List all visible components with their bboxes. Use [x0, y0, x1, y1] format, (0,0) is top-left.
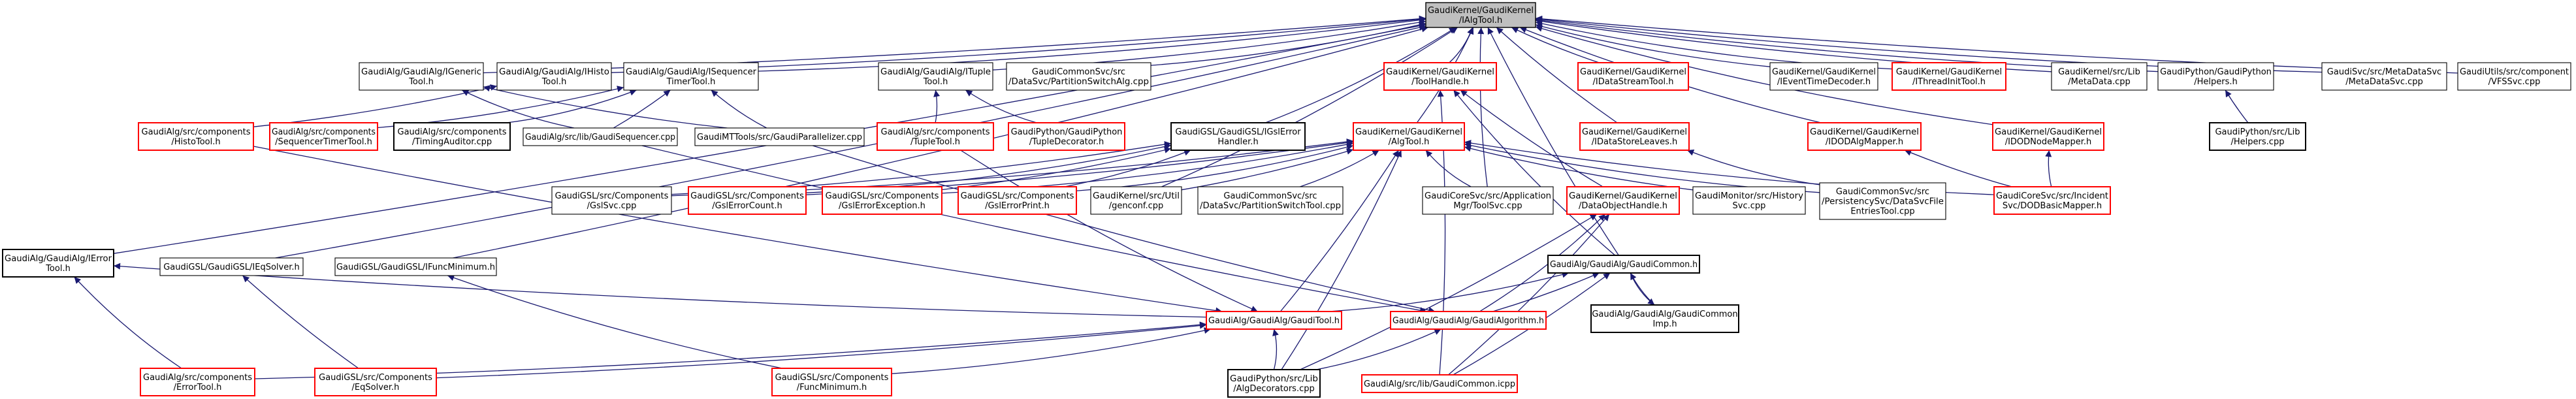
graph-node-DataSvcFileEntriesToolCpp[interactable] — [1820, 183, 1946, 219]
graph-node-GaudiAlgorithmH[interactable] — [1391, 311, 1546, 329]
node-label: GaudiMTTools/src/GaudiParallelizer.cpp — [697, 133, 862, 142]
include-edge-ToolHandle-to-IAlgTool — [1449, 27, 1473, 63]
include-edge-IThreadInitTool-to-IAlgTool — [1536, 22, 1892, 69]
node-label: GaudiGSL/src/Components /GslErrorException.h — [825, 191, 939, 211]
node-label: GaudiAlg/GaudiAlg/GaudiCommon Imp.h — [1592, 310, 1738, 329]
graph-node-GslErrorCount[interactable] — [688, 187, 806, 214]
graph-node-GaudiCommonH[interactable] — [1548, 255, 1699, 273]
graph-node-GaudiCommonImp[interactable] — [1591, 305, 1739, 332]
node-label: GaudiPython/GaudiPython /TupleDecorator.h — [1010, 127, 1123, 147]
graph-node-ITupleTool[interactable] — [878, 63, 993, 90]
graph-node-IEqSolver[interactable] — [160, 258, 303, 276]
node-label: GaudiGSL/src/Components /GslErrorPrint.h — [960, 191, 1074, 211]
graph-node-PartitionSwitchToolCpp[interactable] — [1198, 187, 1343, 214]
graph-node-GenconfCpp[interactable] — [1091, 187, 1182, 214]
include-edge-FuncMinimumC-to-GaudiToolH — [892, 329, 1211, 374]
include-edge-FuncMinimumC-to-IFuncMinimum — [447, 276, 782, 368]
include-edge-GaudiCommonIcpp-to-DataObjectHandle — [1449, 214, 1610, 375]
node-label: GaudiKernel/GaudiKernel /IDODNodeMapper.h — [1995, 127, 2102, 147]
graph-node-HistoToolC[interactable] — [138, 123, 253, 150]
node-label: GaudiCommonSvc/src /DataSvc/PartitionSwitchAlg.cpp — [1008, 67, 1149, 87]
node-label: GaudiAlg/GaudiAlg/ISequencer TimerTool.h — [626, 67, 757, 87]
graph-node-ToolHandle[interactable] — [1384, 63, 1496, 90]
graph-node-GslSvcCpp[interactable] — [552, 187, 671, 214]
node-label: GaudiGSL/GaudiGSL/IEqSolver.h — [163, 263, 300, 272]
include-edge-ToolSvcCpp-to-AlgTool — [1426, 150, 1471, 187]
node-label: GaudiAlg/GaudiAlg/GaudiAlgorithm.h — [1393, 316, 1544, 326]
graph-node-HistorySvcCpp[interactable] — [1693, 187, 1805, 214]
node-label: GaudiGSL/src/Components /GslSvc.cpp — [555, 191, 669, 211]
node-label: GaudiAlg/GaudiAlg/IHisto Tool.h — [499, 67, 610, 87]
include-edge-HistoToolC-to-IHistoTool — [253, 86, 497, 127]
node-label: GaudiAlg/src/components /HistoTool.h — [141, 127, 251, 147]
graph-node-ErrorToolC[interactable] — [140, 368, 255, 396]
node-label: GaudiAlg/GaudiAlg/GaudiTool.h — [1208, 316, 1340, 326]
graph-node-IGenericTool[interactable] — [359, 63, 483, 90]
node-label: GaudiSvc/src/MetaDataSvc /MetaDataSvc.cpp — [2326, 67, 2442, 87]
node-label: GaudiKernel/GaudiKernel /IDataStreamTool.h — [1580, 67, 1686, 87]
graph-node-GaudiCommonIcpp[interactable] — [1362, 375, 1517, 392]
graph-node-GslErrorException[interactable] — [822, 187, 942, 214]
graph-node-AlgTool[interactable] — [1353, 123, 1464, 150]
include-edge-GaudiParallelizerCpp-to-ISequencerTimerTool — [711, 90, 767, 128]
graph-node-IDataStoreLeaves[interactable] — [1580, 123, 1689, 150]
include-edge-GaudiToolH-to-GaudiCommonH — [1329, 273, 1569, 311]
node-label: GaudiAlg/src/components /ErrorTool.h — [143, 373, 252, 392]
node-label: GaudiGSL/src/Components /GslErrorCount.h — [690, 191, 804, 211]
include-edge-DODBasicMapper-to-IDODNodeMapper — [2048, 150, 2051, 187]
node-label: GaudiAlg/GaudiAlg/GaudiCommon.h — [1550, 260, 1698, 270]
node-label: GaudiPython/src/Lib /AlgDecorators.cpp — [1230, 374, 1318, 394]
graph-node-IHistoTool[interactable] — [497, 63, 611, 90]
node-label: GaudiGSL/src/Components /FuncMinimum.h — [775, 373, 889, 392]
graph-node-AlgDecoratorsCpp[interactable] — [1228, 370, 1320, 397]
node-label: GaudiCommonSvc/src /DataSvc/PartitionSwitchTool.cpp — [1200, 191, 1341, 211]
graph-node-DataObjectHandle[interactable] — [1567, 187, 1679, 214]
graph-node-GaudiParallelizerCpp[interactable] — [695, 128, 864, 146]
node-label: GaudiAlg/src/components /TimingAuditor.cpp — [397, 127, 507, 147]
node-label: GaudiKernel/GaudiKernel /IDODAlgMapper.h — [1810, 127, 1919, 147]
graph-node-FuncMinimumC[interactable] — [772, 368, 892, 396]
include-edge-DataSvcFileEntriesToolCpp-to-AlgTool — [1464, 144, 1820, 193]
include-edge-GenconfCpp-to-AlgTool — [1182, 150, 1353, 190]
include-edge-DataSvcFileEntriesToolCpp-to-IDataStoreLeaves — [1687, 150, 1820, 185]
node-label: GaudiCoreSvc/src/Incident Svc/DODBasicMapper.h — [1996, 191, 2108, 211]
node-label: GaudiKernel/GaudiKernel /AlgTool.h — [1355, 127, 1462, 147]
include-edge-GenconfCpp-to-IAlgTool — [1162, 27, 1458, 187]
node-label: GaudiAlg/src/components /TupleTool.h — [880, 127, 990, 147]
graph-node-MetaDataCpp[interactable] — [2052, 63, 2147, 90]
graph-node-TupleToolC[interactable] — [877, 123, 993, 150]
node-label: GaudiGSL/GaudiGSL/IFuncMinimum.h — [336, 263, 496, 272]
graph-node-PartitionSwitchAlgCpp[interactable] — [1006, 63, 1151, 90]
node-label: GaudiCoreSvc/src/Application Mgr/ToolSvc.cpp — [1425, 191, 1551, 211]
node-label: GaudiAlg/GaudiAlg/IError Tool.h — [5, 254, 112, 274]
node-label: GaudiCommonSvc/src /PersistencySvc/DataSvcFile EntriesTool.cpp — [1822, 187, 1944, 217]
node-label: GaudiKernel/GaudiKernel /IEventTimeDecoder.h — [1772, 67, 1876, 87]
graph-node-IFuncMinimum[interactable] — [335, 258, 496, 276]
include-edge-TupleToolC-to-ITupleTool — [935, 90, 937, 123]
include-edge-GaudiParallelizerCpp-to-GaudiAlgorithmH — [813, 146, 1435, 311]
graph-node-MetaDataSvcCpp[interactable] — [2322, 63, 2447, 90]
include-edge-GaudiCommonH-to-GaudiCommonImp — [1630, 273, 1654, 305]
graph-node-IDODAlgMapper[interactable] — [1808, 123, 1921, 150]
graph-node-IGslErrorHandler[interactable] — [1171, 123, 1305, 150]
include-edge-AlgDecoratorsCpp-to-AlgTool — [1281, 150, 1402, 370]
graph-node-SequencerTimerToolC[interactable] — [270, 123, 378, 150]
graph-node-GaudiSequencerCpp[interactable] — [523, 128, 677, 146]
graph-node-TimingAuditorCpp[interactable] — [394, 123, 510, 150]
node-label: GaudiKernel/GaudiKernel /IDataStoreLeaves.h — [1582, 127, 1687, 147]
include-edge-GaudiCommonH-to-ToolHandle — [1454, 90, 1615, 255]
node-label: GaudiKernel/GaudiKernel /DataObjectHandle.h — [1569, 191, 1677, 211]
node-label: GaudiPython/GaudiPython /Helpers.h — [2160, 67, 2272, 87]
include-edge-ToolSvcCpp-to-IAlgTool — [1480, 27, 1487, 187]
include-edge-ErrorToolC-to-IErrorTool — [74, 277, 182, 368]
node-label: GaudiPython/src/Lib /Helpers.cpp — [2215, 127, 2300, 147]
graph-node-TupleDecoratorH[interactable] — [1008, 123, 1125, 150]
include-edge-SequencerTimerToolC-to-ISequencerTimerTool — [378, 88, 624, 128]
node-label: GaudiUtils/src/component /VFSSvc.cpp — [2460, 67, 2569, 87]
node-label: GaudiKernel/GaudiKernel /IThreadInitTool.h — [1895, 67, 2003, 87]
node-label: GaudiGSL/GaudiGSL/IGslError Handler.h — [1175, 127, 1301, 147]
node-label: GaudiMonitor/src/History Svc.cpp — [1695, 191, 1804, 211]
node-label: GaudiAlg/GaudiAlg/IGeneric Tool.h — [361, 67, 481, 87]
include-edge-TimingAuditorCpp-to-ISequencerTimerTool — [507, 90, 637, 123]
graph-node-IDataStreamTool[interactable] — [1578, 63, 1688, 90]
graph-node-IDODNodeMapper[interactable] — [1993, 123, 2104, 150]
node-label: GaudiGSL/src/Components /EqSolver.h — [319, 373, 432, 392]
graph-node-VFSSvcCpp[interactable] — [2458, 63, 2571, 90]
graph-node-EqSolverC[interactable] — [315, 368, 436, 396]
node-label: GaudiAlg/src/lib/GaudiCommon.icpp — [1364, 379, 1515, 389]
include-edge-DODBasicMapper-to-IDODAlgMapper — [1905, 150, 2012, 187]
graph-node-DODBasicMapper[interactable] — [1994, 187, 2110, 214]
node-label: GaudiKernel/GaudiKernel /ToolHandle.h — [1386, 67, 1494, 87]
graph-node-ToolSvcCpp[interactable] — [1423, 187, 1553, 214]
graph-node-IThreadInitTool[interactable] — [1892, 63, 2006, 90]
include-edge-AlgDecoratorsCpp-to-GaudiAlgorithmH — [1316, 329, 1441, 370]
node-label: GaudiAlg/GaudiAlg/ITuple Tool.h — [880, 67, 991, 87]
graph-node-PyHelpersH[interactable] — [2158, 63, 2274, 90]
node-label: GaudiKernel/src/Util /genconf.cpp — [1093, 191, 1180, 211]
node-label: GaudiKernel/src/Lib /MetaData.cpp — [2058, 67, 2140, 87]
graph-node-GslErrorPrint[interactable] — [958, 187, 1076, 214]
node-label: GaudiKernel/GaudiKernel /IAlgTool.h — [1428, 6, 1534, 25]
include-edge-GaudiParallelizerCpp-to-IGenericTool — [483, 87, 727, 128]
graph-node-IErrorTool[interactable] — [3, 249, 114, 277]
graph-node-IAlgTool[interactable] — [1426, 3, 1536, 27]
include-edge-AlgDecoratorsCpp-to-GaudiToolH — [1274, 329, 1277, 370]
node-label: GaudiAlg/src/components /SequencerTimerTool.h — [272, 127, 376, 147]
include-edge-GslErrorPrint-to-IGslErrorHandler — [1065, 150, 1191, 187]
include-edge-EqSolverC-to-IEqSolver — [242, 276, 358, 368]
graph-node-GaudiToolH[interactable] — [1206, 311, 1342, 329]
node-label: GaudiAlg/src/lib/GaudiSequencer.cpp — [525, 133, 675, 142]
graph-node-ISequencerTimerTool[interactable] — [624, 63, 758, 90]
graph-node-PyHelpersCpp[interactable] — [2210, 123, 2306, 150]
include-edge-GaudiCommonImp-to-GaudiCommonH — [1630, 273, 1654, 305]
include-edge-PyHelpersCpp-to-PyHelpersH — [2225, 90, 2248, 123]
graph-node-IEventTimeDecoder[interactable] — [1770, 63, 1878, 90]
